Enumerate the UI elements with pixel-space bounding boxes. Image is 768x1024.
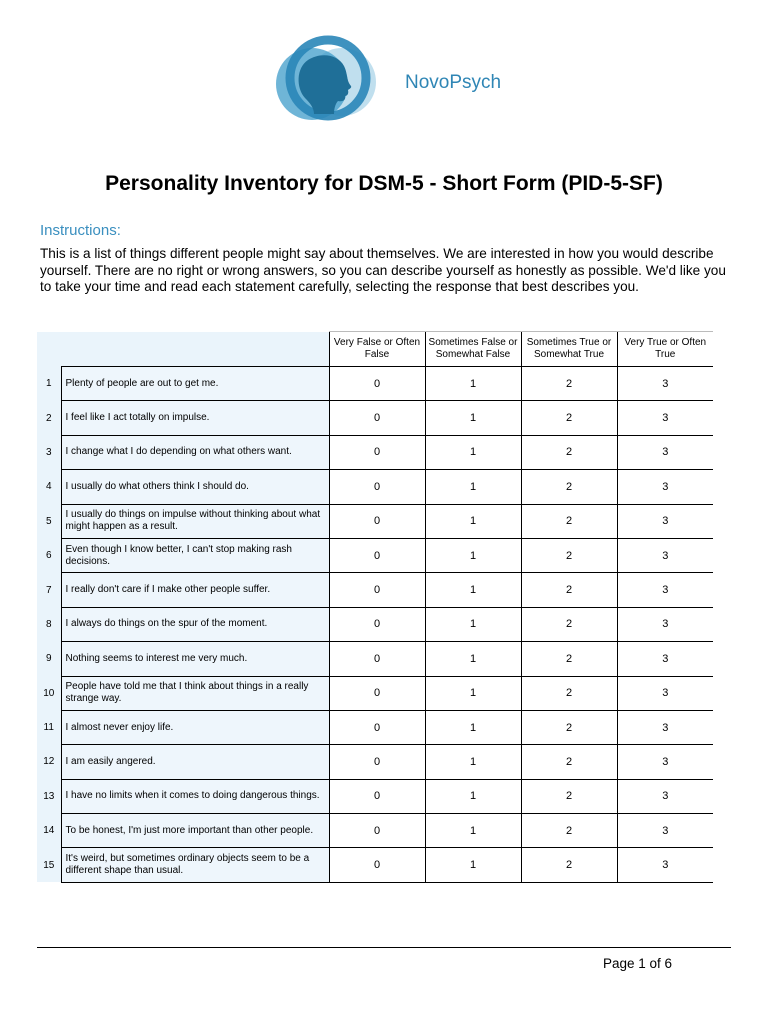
score-option[interactable]: 3 (617, 435, 713, 469)
header-blank-num (37, 332, 61, 367)
score-option[interactable]: 3 (617, 573, 713, 607)
score-option[interactable]: 0 (329, 745, 425, 779)
table-row (37, 470, 713, 504)
header-row (37, 332, 713, 367)
score-option[interactable]: 2 (521, 676, 617, 710)
item-statement: People have told me that I think about things in a really strange way. (61, 676, 329, 710)
item-statement: I usually do what others think I should do. (61, 470, 329, 504)
item-number: 8 (37, 607, 61, 641)
score-option[interactable]: 3 (617, 676, 713, 710)
score-option[interactable]: 3 (617, 470, 713, 504)
item-statement: To be honest, I'm just more important than other people. (61, 814, 329, 848)
item-statement: Even though I know better, I can't stop making rash decisions. (61, 538, 329, 572)
table-row (37, 504, 713, 538)
item-number: 10 (37, 676, 61, 710)
score-option[interactable]: 0 (329, 435, 425, 469)
score-option[interactable]: 2 (521, 779, 617, 813)
questionnaire-body (37, 367, 713, 883)
score-option[interactable]: 1 (425, 848, 521, 882)
score-option[interactable]: 2 (521, 642, 617, 676)
score-option[interactable]: 0 (329, 676, 425, 710)
score-option[interactable]: 0 (329, 538, 425, 572)
score-option[interactable]: 1 (425, 538, 521, 572)
table-row (37, 401, 713, 435)
footer-divider (37, 947, 731, 948)
table-row (37, 607, 713, 641)
score-option[interactable]: 2 (521, 573, 617, 607)
table-row (37, 538, 713, 572)
item-number: 14 (37, 814, 61, 848)
score-option[interactable]: 3 (617, 814, 713, 848)
item-statement: I am easily angered. (61, 745, 329, 779)
score-option[interactable]: 0 (329, 607, 425, 641)
item-number: 7 (37, 573, 61, 607)
score-option[interactable]: 1 (425, 814, 521, 848)
score-option[interactable]: 1 (425, 710, 521, 744)
score-option[interactable]: 2 (521, 367, 617, 401)
table-row (37, 676, 713, 710)
novopsych-logo-icon (272, 34, 380, 128)
table-row (37, 848, 713, 882)
score-option[interactable]: 1 (425, 779, 521, 813)
score-option[interactable]: 0 (329, 710, 425, 744)
score-option[interactable]: 0 (329, 401, 425, 435)
score-option[interactable]: 0 (329, 470, 425, 504)
item-statement: I have no limits when it comes to doing dangerous things. (61, 779, 329, 813)
table-row (37, 367, 713, 401)
item-statement: I always do things on the spur of the moment. (61, 607, 329, 641)
option-header: Very False or Often False (329, 332, 425, 367)
score-option[interactable]: 2 (521, 435, 617, 469)
questionnaire-table (37, 331, 713, 883)
score-option[interactable]: 1 (425, 745, 521, 779)
score-option[interactable]: 3 (617, 710, 713, 744)
option-header: Very True or Often True (617, 332, 713, 367)
score-option[interactable]: 2 (521, 607, 617, 641)
item-number: 15 (37, 848, 61, 882)
score-option[interactable]: 3 (617, 745, 713, 779)
score-option[interactable]: 0 (329, 848, 425, 882)
score-option[interactable]: 2 (521, 470, 617, 504)
score-option[interactable]: 1 (425, 573, 521, 607)
item-number: 11 (37, 710, 61, 744)
instructions-text: This is a list of things different people might say about themselves. We are interested in how you would describe yourself. There are no right or wrong answers, so you can describe yourself as honestly as possible. We'd like you to take your time and read each statement carefully, selecting the response that best describes you. (40, 246, 726, 294)
item-number: 1 (37, 367, 61, 401)
option-header: Sometimes True or Somewhat True (521, 332, 617, 367)
item-statement: I really don't care if I make other people suffer. (61, 573, 329, 607)
score-option[interactable]: 3 (617, 538, 713, 572)
brand-name: NovoPsych (405, 72, 502, 93)
item-number: 5 (37, 504, 61, 538)
score-option[interactable]: 0 (329, 814, 425, 848)
document-title: Personality Inventory for DSM-5 - Short Form (PID-5-SF) (105, 172, 663, 195)
item-number: 2 (37, 401, 61, 435)
instructions-heading: Instructions: (40, 222, 121, 239)
item-statement: It's weird, but sometimes ordinary objects seem to be a different shape than usual. (61, 848, 329, 882)
score-option[interactable]: 1 (425, 676, 521, 710)
item-statement: I change what I do depending on what others want. (61, 435, 329, 469)
score-option[interactable]: 3 (617, 607, 713, 641)
item-statement: Nothing seems to interest me very much. (61, 642, 329, 676)
score-option[interactable]: 3 (617, 848, 713, 882)
table-row (37, 435, 713, 469)
score-option[interactable]: 1 (425, 470, 521, 504)
score-option[interactable]: 3 (617, 642, 713, 676)
score-option[interactable]: 3 (617, 367, 713, 401)
score-option[interactable]: 2 (521, 710, 617, 744)
table-row (37, 573, 713, 607)
header-blank-text (61, 332, 329, 367)
table-row (37, 814, 713, 848)
score-option[interactable]: 2 (521, 814, 617, 848)
score-option[interactable]: 3 (617, 779, 713, 813)
score-option[interactable]: 0 (329, 779, 425, 813)
page-number: Page 1 of 6 (603, 956, 673, 971)
score-option[interactable]: 3 (617, 504, 713, 538)
item-number: 6 (37, 538, 61, 572)
item-number: 3 (37, 435, 61, 469)
score-option[interactable]: 1 (425, 435, 521, 469)
item-number: 9 (37, 642, 61, 676)
item-statement: Plenty of people are out to get me. (61, 367, 329, 401)
score-option[interactable]: 1 (425, 401, 521, 435)
item-number: 4 (37, 470, 61, 504)
score-option[interactable]: 1 (425, 504, 521, 538)
option-header: Sometimes False or Somewhat False (425, 332, 521, 367)
score-option[interactable]: 0 (329, 367, 425, 401)
item-number: 13 (37, 779, 61, 813)
item-number: 12 (37, 745, 61, 779)
score-option[interactable]: 2 (521, 504, 617, 538)
score-option[interactable]: 3 (617, 401, 713, 435)
item-statement: I feel like I act totally on impulse. (61, 401, 329, 435)
table-row (37, 779, 713, 813)
score-option[interactable]: 0 (329, 642, 425, 676)
item-statement: I usually do things on impulse without thinking about what might happen as a result. (61, 504, 329, 538)
score-option[interactable]: 1 (425, 607, 521, 641)
item-statement: I almost never enjoy life. (61, 710, 329, 744)
table-row (37, 745, 713, 779)
score-option[interactable]: 1 (425, 642, 521, 676)
score-option[interactable]: 2 (521, 745, 617, 779)
score-option[interactable]: 2 (521, 848, 617, 882)
score-option[interactable]: 0 (329, 504, 425, 538)
table-row (37, 710, 713, 744)
score-option[interactable]: 1 (425, 367, 521, 401)
score-option[interactable]: 2 (521, 401, 617, 435)
table-row (37, 642, 713, 676)
score-option[interactable]: 0 (329, 573, 425, 607)
score-option[interactable]: 2 (521, 538, 617, 572)
